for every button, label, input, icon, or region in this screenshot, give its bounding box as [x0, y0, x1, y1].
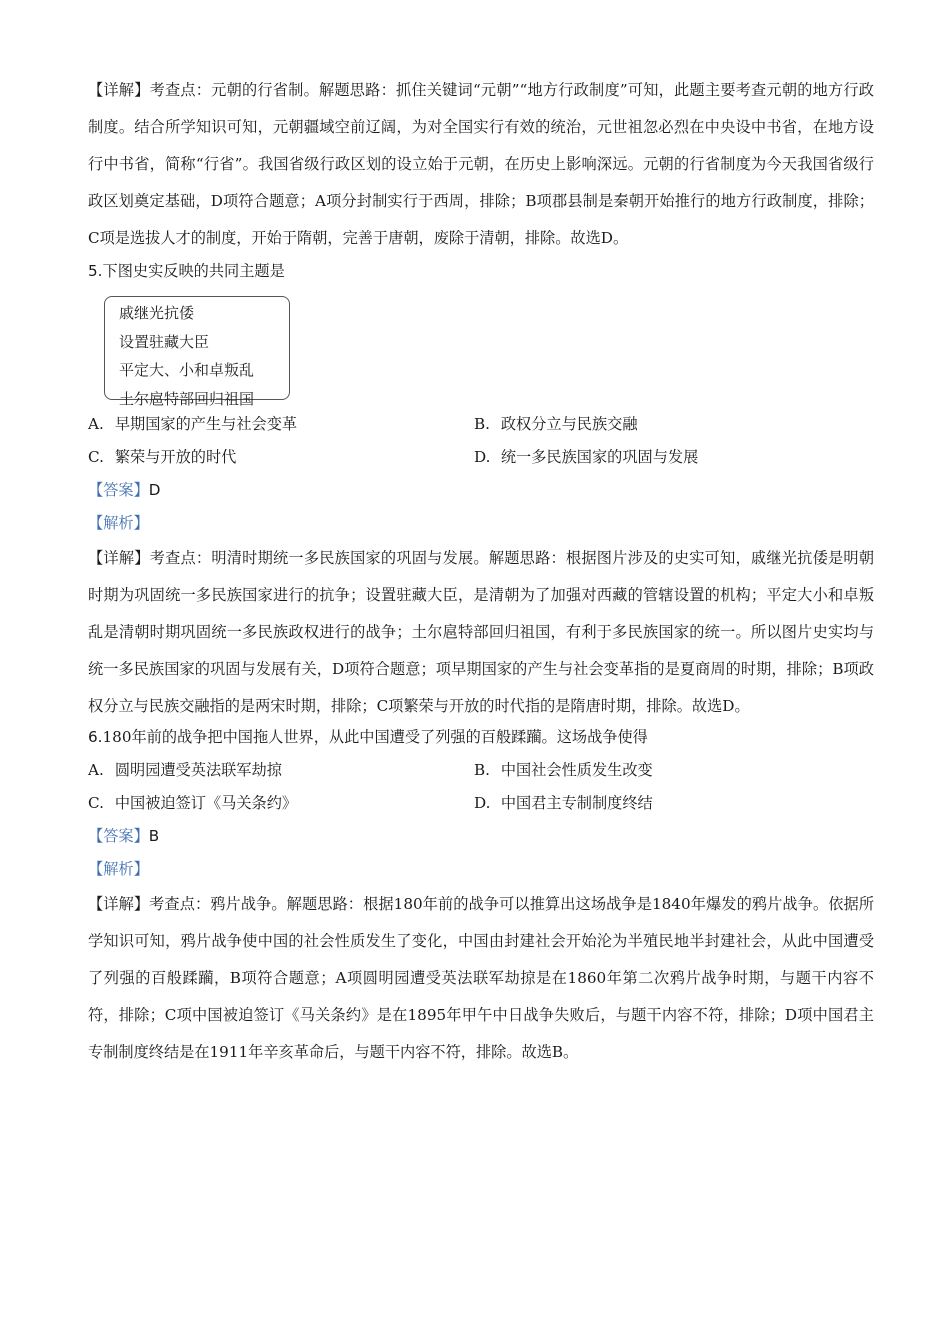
- option-d: [474, 441, 874, 474]
- question-6-number: 6.: [88, 728, 103, 746]
- option-letter: D.: [474, 794, 491, 812]
- question-5-number: 5.: [88, 262, 103, 280]
- option-text: 中国君主专制制度终结: [500, 794, 653, 812]
- q6-detail-paragraph: [88, 886, 874, 1071]
- option-letter: D.: [474, 448, 491, 466]
- analysis-tag: 【解析】: [88, 514, 149, 532]
- detail-tag: 【详解】: [88, 549, 150, 567]
- answer-tag: 【答案】: [88, 827, 149, 845]
- question-5-stem: [88, 255, 874, 288]
- document-page: [88, 72, 874, 1071]
- option-d: [474, 787, 874, 820]
- question-6-options: [88, 754, 874, 820]
- question-5-options: [88, 408, 874, 474]
- detail-tag: 【详解】: [88, 895, 150, 913]
- option-a: [88, 754, 474, 787]
- option-text: 统一多民族国家的巩固与发展: [500, 448, 699, 466]
- figure-line-4: 土尔扈特部回归祖国: [119, 389, 255, 408]
- option-text: 中国被迫签订《马关条约》: [114, 794, 298, 812]
- q4-detail-text: 考查点：元朝的行省制。解题思路：抓住关键词“元朝”“地方行政制度”可知，此题主要考查元朝的地方行政制度。结合所学知识可知，元朝疆域空前辽阔，为对全国实行有效的统治，元世祖忽必烈在中央设中书省，在地方设行中书省，简称“行省”。我国省级行政区划的设立始于元朝，在历史上影响深远。元朝的行省制度为今天我国省级行政区划奠定基础，D项符合题意；A项分封制实行于西周，排除；B项郡县制是秦朝开始推行的地方行政制度，排除；C项是选拔人才的制度，开始于隋朝，完善于唐朝，废除于清朝，排除。故选D。: [88, 81, 874, 247]
- option-text: 繁荣与开放的时代: [114, 448, 237, 466]
- option-a: [88, 408, 474, 441]
- question-6-text: 180年前的战争把中国拖人世界，从此中国遭受了列强的百般蹂躏。这场战争使得: [102, 728, 648, 746]
- question-5-text: 下图史实反映的共同主题是: [102, 262, 285, 280]
- option-text: 圆明园遭受英法联军劫掠: [114, 761, 282, 779]
- option-letter: A.: [88, 415, 104, 433]
- option-c: [88, 441, 474, 474]
- option-letter: A.: [88, 761, 104, 779]
- detail-tag: 【详解】: [88, 81, 150, 99]
- answer-value: D: [148, 481, 161, 499]
- question-6-stem: [88, 721, 874, 754]
- q4-detail-paragraph: [88, 72, 874, 257]
- option-c: [88, 787, 474, 820]
- question-6-answer: [88, 820, 874, 853]
- option-letter: C.: [88, 448, 104, 466]
- option-letter: B.: [474, 415, 490, 433]
- figure-line-2: 设置驻藏大臣: [119, 332, 210, 351]
- option-b: [474, 408, 874, 441]
- answer-value: B: [148, 827, 160, 845]
- option-text: 中国社会性质发生改变: [500, 761, 653, 779]
- option-text: 早期国家的产生与社会变革: [114, 415, 298, 433]
- q5-detail-paragraph: [88, 540, 874, 725]
- question-6-analysis: [88, 853, 874, 886]
- figure-line-3: 平定大、小和卓叛乱: [119, 361, 255, 379]
- question-5-answer: [88, 474, 874, 507]
- history-facts-figure: [104, 296, 290, 408]
- option-letter: B.: [474, 761, 490, 779]
- q6-detail-text: 考查点：鸦片战争。解题思路：根据180年前的战争可以推算出这场战争是1840年爆发的鸦片战争。依据所学知识可知，鸦片战争使中国的社会性质发生了变化，中国由封建社会开始沦为半殖民地半封建社会，从此中国遭受了列强的百般蹂躏，B项符合题意；A项圆明园遭受英法联军劫掠是在1860年第二次鸦片战争时期，与题干内容不符，排除；C项中国被迫签订《马关条约》是在1895年甲午中日战争失败后，与题干内容不符，排除；D项中国君主专制制度终结是在1911年辛亥革命后，与题干内容不符，排除。故选B。: [88, 895, 875, 1061]
- option-letter: C.: [88, 794, 104, 812]
- q5-detail-text: 考查点：明清时期统一多民族国家的巩固与发展。解题思路：根据图片涉及的史实可知，戚继光抗倭是明朝时期为巩固统一多民族国家进行的抗争；设置驻藏大臣，是清朝为了加强对西藏的管辖设置的机构；平定大小和卓叛乱是清朝时期巩固统一多民族政权进行的战争；土尔扈特部回归祖国，有利于多民族国家的统一。所以图片史实均与统一多民族国家的巩固与发展有关，D项符合题意；项早期国家的产生与社会变革指的是夏商周的时期，排除；B项政权分立与民族交融指的是两宋时期，排除；C项繁荣与开放的时代指的是隋唐时期，排除。故选D。: [88, 549, 875, 715]
- answer-tag: 【答案】: [88, 481, 149, 499]
- option-b: [474, 754, 874, 787]
- analysis-tag: 【解析】: [88, 860, 149, 878]
- question-5-analysis: [88, 507, 874, 540]
- figure-line-1: 戚继光抗倭: [119, 304, 195, 322]
- option-text: 政权分立与民族交融: [500, 415, 638, 433]
